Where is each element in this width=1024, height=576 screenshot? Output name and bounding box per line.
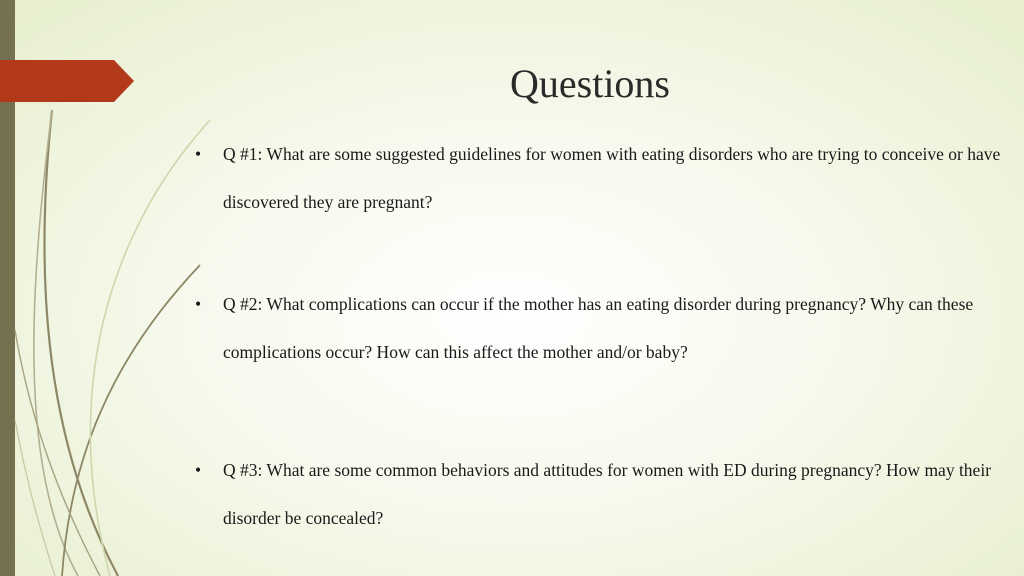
question-text-1: Q #1: What are some suggested guidelines for women with eating disorders who are trying to conceive or have discovered they are pregnant? <box>223 144 1001 212</box>
question-item-2 <box>190 280 1023 376</box>
slide-title: Questions <box>510 61 670 106</box>
red-arrow-accent <box>0 60 134 102</box>
bullet-icon: • <box>195 144 202 164</box>
bullet-icon: • <box>195 294 202 314</box>
question-item-3 <box>190 446 1023 542</box>
bullet-icon: • <box>195 460 202 480</box>
question-text-3: Q #3: What are some common behaviors and attitudes for women with ED during pregnancy? How may their disorder be concealed? <box>223 460 992 528</box>
question-text-2: Q #2: What complications can occur if the mother has an eating disorder during pregnancy? Why can these complications occur? How can this affect the mother and/or baby? <box>223 294 974 362</box>
question-item-1 <box>190 130 1023 226</box>
